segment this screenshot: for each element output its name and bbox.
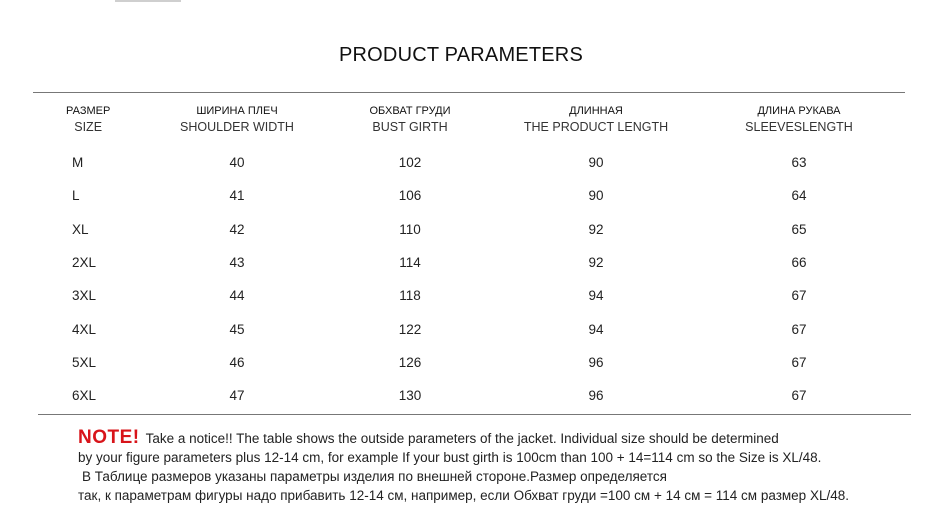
column-header-ru: РАЗМЕР	[66, 105, 111, 117]
value-cell: 43	[229, 255, 245, 270]
column-header-en: SLEEVESLENGTH	[745, 120, 853, 134]
value-cell: 102	[398, 155, 422, 170]
top-tab-marker	[115, 0, 181, 2]
value-cell: 63	[791, 155, 807, 170]
note-label: NOTE!	[78, 427, 140, 448]
note-line-3: В Таблице размеров указаны параметры изделия по внешней стороне.Размер определяется	[82, 469, 667, 484]
value-cell: 126	[398, 355, 422, 370]
size-cell: 3XL	[72, 288, 97, 303]
size-cell: M	[72, 155, 84, 170]
value-cell: 40	[229, 155, 245, 170]
value-cell: 92	[588, 255, 604, 270]
size-cell: 4XL	[72, 322, 97, 337]
value-cell: 130	[398, 388, 422, 403]
size-cell: 5XL	[72, 355, 97, 370]
size-cell: L	[72, 188, 80, 203]
note-line-4: так, к параметрам фигуры надо прибавить 12-14 см, например, если Обхват груди =100 см + 14 см = 114 см размер XL/48.	[78, 488, 849, 503]
column-header-2	[370, 104, 451, 135]
value-cell: 96	[588, 355, 604, 370]
value-cell: 94	[588, 288, 604, 303]
value-cell: 94	[588, 322, 604, 337]
value-cell: 67	[791, 355, 807, 370]
value-cell: 90	[588, 188, 604, 203]
value-cell: 90	[588, 155, 604, 170]
size-cell: 2XL	[72, 255, 97, 270]
value-cell: 106	[398, 188, 422, 203]
column-header-en: BUST GIRTH	[372, 120, 448, 134]
size-cell: 6XL	[72, 388, 97, 403]
column-header-en: SHOULDER WIDTH	[180, 120, 294, 134]
value-cell: 46	[229, 355, 245, 370]
value-cell: 96	[588, 388, 604, 403]
value-cell: 67	[791, 322, 807, 337]
column-header-en: THE PRODUCT LENGTH	[523, 120, 669, 134]
column-header-ru: ШИРИНА ПЛЕЧ	[196, 105, 278, 117]
value-cell: 41	[229, 188, 245, 203]
value-cell: 45	[229, 322, 245, 337]
value-cell: 47	[229, 388, 245, 403]
value-cell: 42	[229, 222, 245, 237]
column-header-ru: ОБХВАТ ГРУДИ	[369, 105, 451, 117]
value-cell: 92	[588, 222, 604, 237]
column-header-3	[524, 104, 668, 135]
table-top-rule	[33, 92, 905, 93]
value-cell: 67	[791, 388, 807, 403]
column-header-4	[745, 104, 853, 135]
column-header-en: SIZE	[74, 120, 103, 134]
value-cell: 65	[791, 222, 807, 237]
value-cell: 67	[791, 288, 807, 303]
note-text-1: Take a notice!! The table shows the outside parameters of the jacket. Individual size should be determined	[145, 431, 779, 446]
value-cell: 118	[399, 288, 421, 303]
value-cell: 64	[791, 188, 807, 203]
size-cell: XL	[72, 222, 89, 237]
table-bottom-rule	[38, 414, 911, 415]
column-header-ru: ДЛИНА РУКАВА	[757, 105, 841, 117]
note-line-2: by your figure parameters plus 12-14 cm, for example If your bust girth is 100cm than 100 + 14=114 cm so the Size is XL/48.	[78, 450, 822, 465]
column-header-0	[66, 104, 110, 135]
note-line-1	[78, 427, 779, 449]
column-header-1	[180, 104, 294, 135]
value-cell: 44	[229, 288, 245, 303]
value-cell: 110	[399, 222, 421, 237]
value-cell: 66	[791, 255, 807, 270]
value-cell: 114	[399, 255, 421, 270]
column-header-ru: ДЛИННАЯ	[569, 105, 623, 117]
page-title: PRODUCT PARAMETERS	[338, 44, 583, 66]
value-cell: 122	[398, 322, 422, 337]
